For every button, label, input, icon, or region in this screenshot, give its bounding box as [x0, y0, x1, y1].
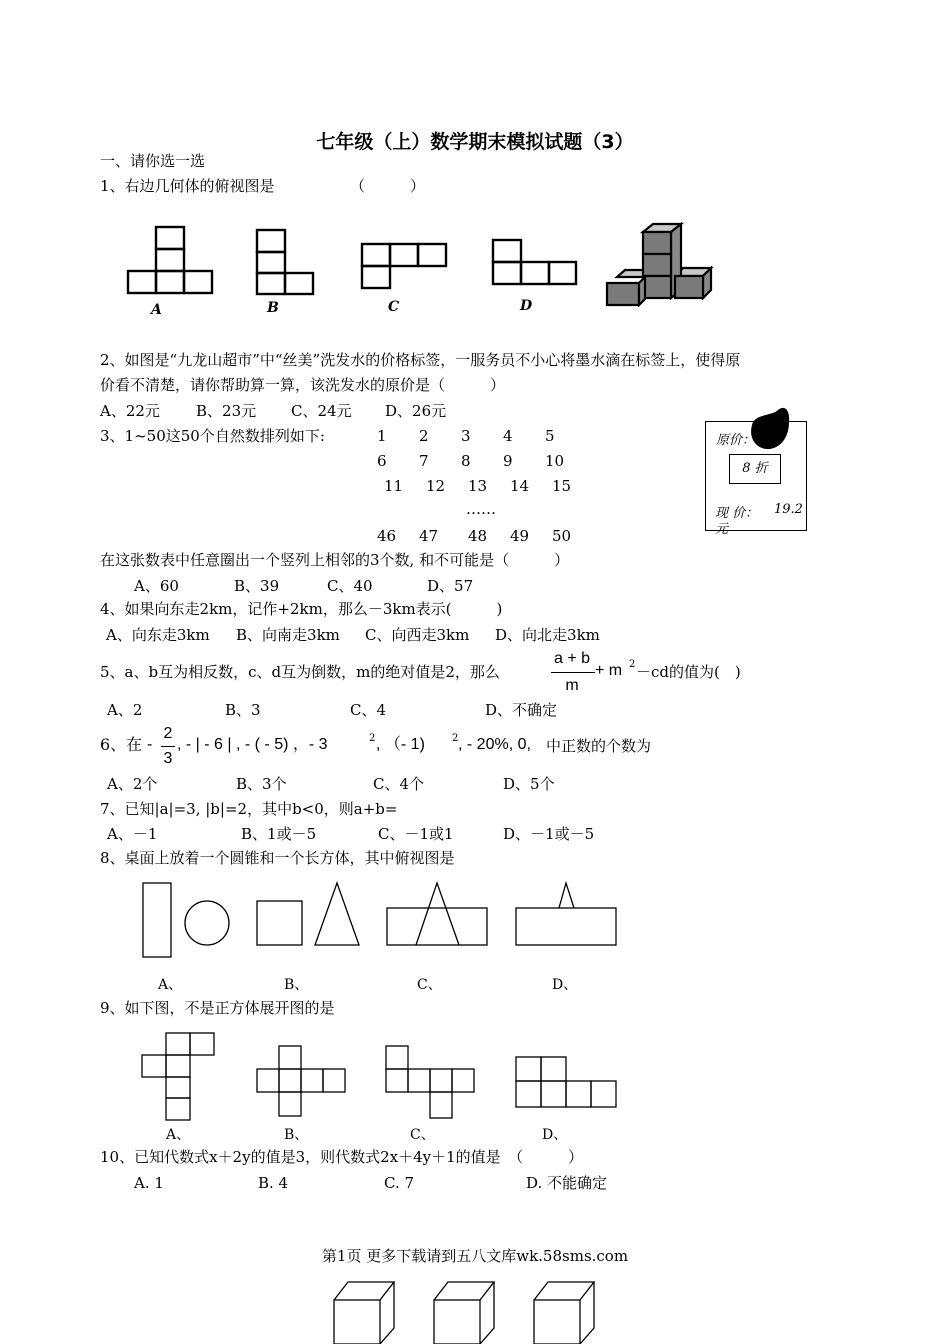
- tag-now-label: 现 价：: [715, 506, 759, 521]
- q10-option-a: A. 1: [134, 1174, 164, 1192]
- cell: 12: [426, 477, 446, 495]
- ellipsis: ……: [466, 500, 496, 518]
- cell: 46: [377, 527, 397, 545]
- q3-option-c: C、40: [327, 577, 373, 595]
- cell: 50: [552, 527, 572, 545]
- price-tag: [705, 421, 807, 537]
- tag-now-value: 19.2: [774, 502, 803, 517]
- q6-option-a: A、2个: [107, 775, 158, 793]
- q10-option-b: B. 4: [258, 1174, 289, 1192]
- q10-text: 10、已知代数式x＋2y的值是3，则代数式2x＋4y＋1的值是 （ ）: [100, 1148, 584, 1166]
- q6-expression-3: , - 20%, 0,: [458, 736, 531, 753]
- cell: 47: [419, 527, 439, 545]
- q6-option-d: D、5个: [503, 775, 555, 793]
- q7-option-b: B、1或－5: [241, 825, 317, 843]
- q5-plus-m: + m: [595, 662, 623, 679]
- section-heading: 一、请你选一选: [100, 152, 206, 170]
- q5-text: 5、a、b互为相反数，c、d互为倒数，m的绝对值是2，那么: [100, 663, 500, 681]
- q4-option-b: B、向南走3km: [236, 626, 340, 644]
- q5-fraction-bar: [551, 672, 595, 673]
- cell: 8: [461, 452, 471, 470]
- q6-prefix: 6、在: [100, 735, 143, 754]
- cell: 15: [552, 477, 572, 495]
- q8-label-a: A、: [158, 977, 183, 993]
- q6-exponent-2: 2: [452, 733, 459, 744]
- q5-option-c: C、4: [350, 701, 387, 719]
- q8-figures: [143, 883, 616, 957]
- q2-line2: 价看不清楚，请你帮助算一算，该洗发水的原价是（ ）: [100, 376, 506, 394]
- q5-denominator: m: [565, 677, 579, 694]
- cell: 4: [503, 427, 513, 445]
- q8-label-b: B、: [284, 977, 309, 993]
- q4-option-a: A、向东走3km: [106, 626, 210, 644]
- q6-fraction-bar: [161, 746, 175, 747]
- q3-text: 3、1~50这50个自然数排列如下:: [100, 427, 325, 445]
- page-title: 七年级（上）数学期末模拟试题（3）: [316, 131, 634, 153]
- q6-denominator: 3: [163, 750, 173, 767]
- q7-option-d: D、－1或－5: [503, 825, 595, 843]
- tag-original-price: 原价：: [716, 433, 756, 448]
- q6-option-c: C、4个: [373, 775, 425, 793]
- q7-option-c: C、－1或1: [378, 825, 454, 843]
- q4-option-c: C、向西走3km: [365, 626, 470, 644]
- cell: 1: [377, 427, 387, 445]
- q7-option-a: A、－1: [107, 825, 158, 843]
- q3-option-a: A、60: [134, 577, 179, 595]
- q9-label-b: B、: [284, 1127, 309, 1143]
- q2-line1: 2、如图是“九龙山超市”中“丝美”洗发水的价格标签，一服务员不小心将墨水滴在标签上，使得原: [100, 351, 741, 369]
- q5-option-d: D、不确定: [485, 701, 558, 719]
- q10-option-c: C. 7: [384, 1174, 415, 1192]
- cell: 2: [419, 427, 429, 445]
- bottom-cubes: [334, 1282, 594, 1344]
- q3-option-b: B、39: [234, 577, 280, 595]
- q2-option-a: A、22元: [100, 402, 160, 420]
- cell: 48: [468, 527, 488, 545]
- q6-numerator: 2: [163, 725, 173, 742]
- cell: 7: [419, 452, 429, 470]
- q3-question: 在这张数表中任意圈出一个竖列上相邻的3个数, 和不可能是（ ）: [100, 551, 570, 569]
- cell: 9: [503, 452, 513, 470]
- q6-tail: 中正数的个数为: [546, 737, 652, 755]
- q1-solid: [607, 224, 711, 305]
- q1-text: 1、右边几何体的俯视图是: [100, 177, 275, 195]
- cell: 6: [377, 452, 387, 470]
- q1-label-c: C: [388, 299, 400, 315]
- q1-label-b: B: [267, 300, 279, 316]
- q5-option-a: A、2: [107, 701, 143, 719]
- q8-text: 8、桌面上放着一个圆锥和一个长方体，其中俯视图是: [100, 849, 455, 867]
- q6-expression-2: , （- 1): [376, 736, 425, 753]
- cell: 5: [545, 427, 555, 445]
- q2-option-b: B、23元: [196, 402, 257, 420]
- q6-minus: -: [147, 736, 153, 753]
- q5-option-b: B、3: [225, 701, 261, 719]
- q2-option-c: C、24元: [291, 402, 352, 420]
- q6-option-b: B、3个: [236, 775, 287, 793]
- q5-numerator: a + b: [553, 650, 591, 667]
- q7-text: 7、已知|a|=3, |b|=2，其中b<0，则a+b=: [100, 800, 398, 818]
- cell: 11: [384, 477, 404, 495]
- cell: 3: [461, 427, 471, 445]
- q9-text: 9、如下图，不是正方体展开图的是: [100, 999, 335, 1017]
- q8-label-d: D、: [552, 977, 578, 993]
- page-footer: 第1页 更多下载请到五八文库wk.58sms.com: [321, 1247, 629, 1265]
- q6-expression: , - | - 6 | , - ( - 5) ，- 3: [177, 736, 328, 753]
- q1-label-a: A: [151, 302, 162, 318]
- q5-exponent: 2: [629, 659, 636, 670]
- q2-option-d: D、26元: [385, 402, 447, 420]
- q1-label-d: D: [520, 298, 533, 314]
- q9-label-c: C、: [410, 1127, 435, 1143]
- q5-tail: －cd的值为( ): [636, 663, 741, 681]
- q8-label-c: C、: [417, 977, 442, 993]
- tag-discount: 8 折: [729, 454, 781, 484]
- q1-figures: [128, 227, 576, 294]
- q4-text: 4、如果向东走2km，记作+2km，那么－3km表示( ): [100, 600, 503, 618]
- q6-exponent-1: 2: [369, 733, 376, 744]
- cell: 49: [510, 527, 530, 545]
- q9-figures: [142, 1033, 616, 1120]
- cell: 13: [468, 477, 488, 495]
- tag-unit: 元: [715, 522, 729, 537]
- q1-answer-paren: （ ）: [350, 177, 426, 195]
- cell: 10: [545, 452, 565, 470]
- q9-label-d: D、: [542, 1127, 568, 1143]
- q10-option-d: D. 不能确定: [526, 1174, 608, 1192]
- cell: 14: [510, 477, 530, 495]
- q9-label-a: A、: [166, 1127, 191, 1143]
- q3-option-d: D、57: [427, 577, 474, 595]
- q4-option-d: D、向北走3km: [495, 626, 600, 644]
